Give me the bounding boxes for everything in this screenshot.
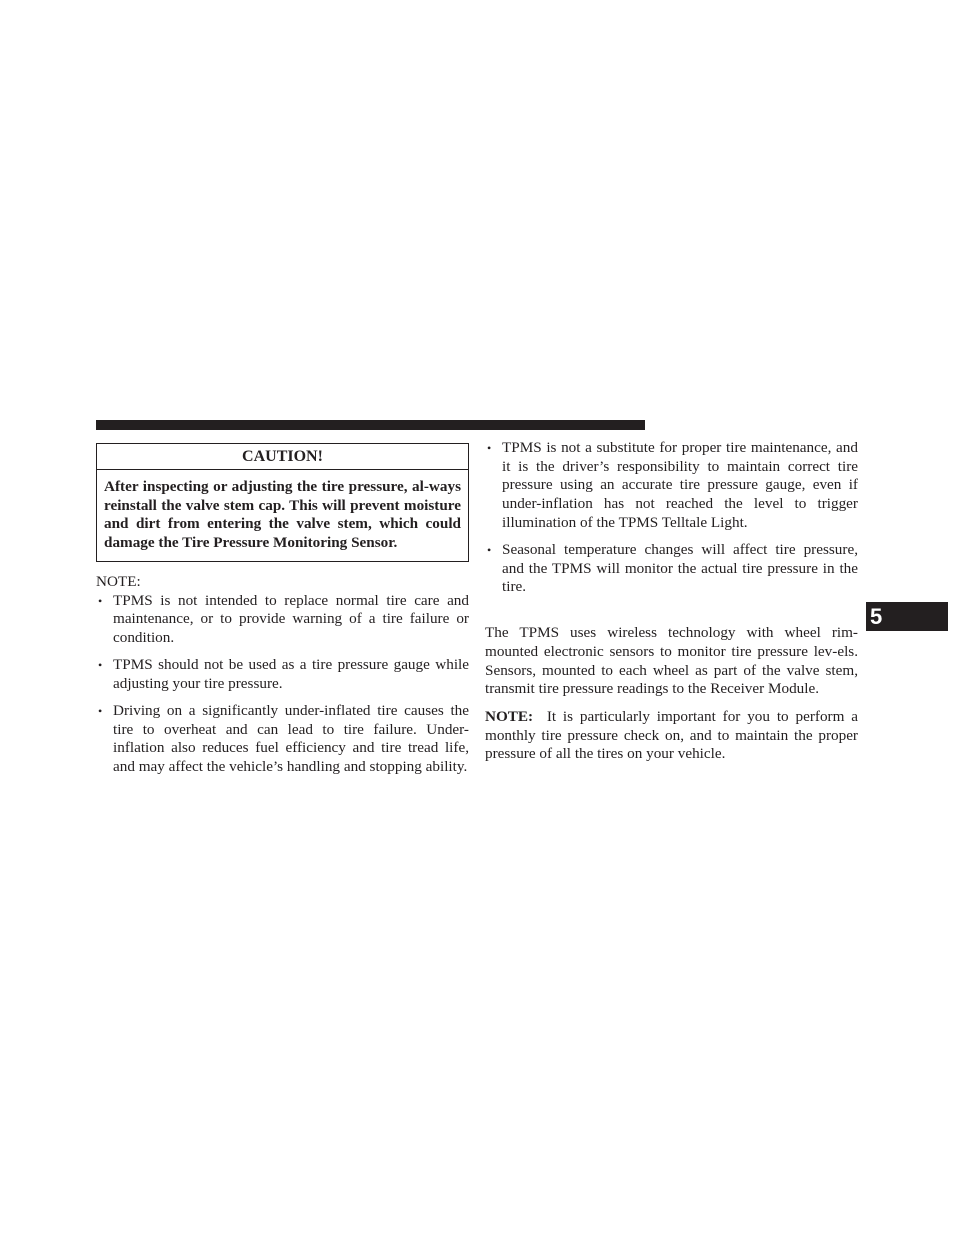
caution-title: CAUTION! [97,444,468,470]
caution-body: After inspecting or adjusting the tire pressure, al-ways reinstall the valve stem cap. This will prevent moisture and dirt from entering the valve stem, which could damage the Tire Pressure Monitoring Sensor. [104,478,461,552]
note-text: It is particularly important for you to perform a monthly tire pressure check on, and to maintain the proper pressure of all the tires on your vehicle. [485,707,859,763]
list-item-text: TPMS is not a substitute for proper tire maintenance, and it is the driver’s responsibility to maintain correct tire pressure using an accurate tire pressure gauge, even if under-inflation has not reached the level to trigger illumination of the TPMS Telltale Light. [502,439,858,531]
list-item [96,656,469,693]
right-note-list [485,439,858,597]
note-label: NOTE: [96,572,141,590]
bullet-icon: • [487,441,492,455]
right-column [485,439,858,773]
list-item [485,541,858,597]
note-label: NOTE: [485,707,534,725]
list-item [96,592,469,648]
list-item-text: TPMS is not intended to replace normal tire care and maintenance, or to provide warning of a tire failure or condition. [113,591,469,646]
list-item [485,439,858,533]
bullet-icon: • [98,658,103,673]
tpms-description-paragraph: The TPMS uses wireless technology with wheel rim-mounted electronic sensors to monitor tire pressure lev-els. Sensors, mounted to each wheel as part of the valve stem, transmit tire pressure readings to the Receiver Module. [485,624,858,698]
caution-box [96,443,469,562]
section-top-rule [96,420,645,430]
list-item-text: TPMS should not be used as a tire pressure gauge while adjusting your tire pressure. [113,656,469,692]
list-item-text: Driving on a significantly under-inflated tire causes the tire to overheat and can lead to tire failure. Under-inflation also reduces fuel efficiency and tire tread life, and may affect the vehicle’s handling and stopping ability. [113,702,469,776]
left-note-list [96,592,469,777]
section-number: 5 [870,604,883,629]
bullet-icon: • [487,543,492,558]
bullet-icon: • [98,593,103,608]
section-tab [866,602,948,631]
list-item-text: Seasonal temperature changes will affect tire pressure, and the TPMS will monitor the actual tire pressure in the tire. [502,541,858,596]
monthly-check-note [485,708,858,764]
list-item [96,702,469,777]
left-column [96,443,469,785]
bullet-icon: • [98,704,103,719]
